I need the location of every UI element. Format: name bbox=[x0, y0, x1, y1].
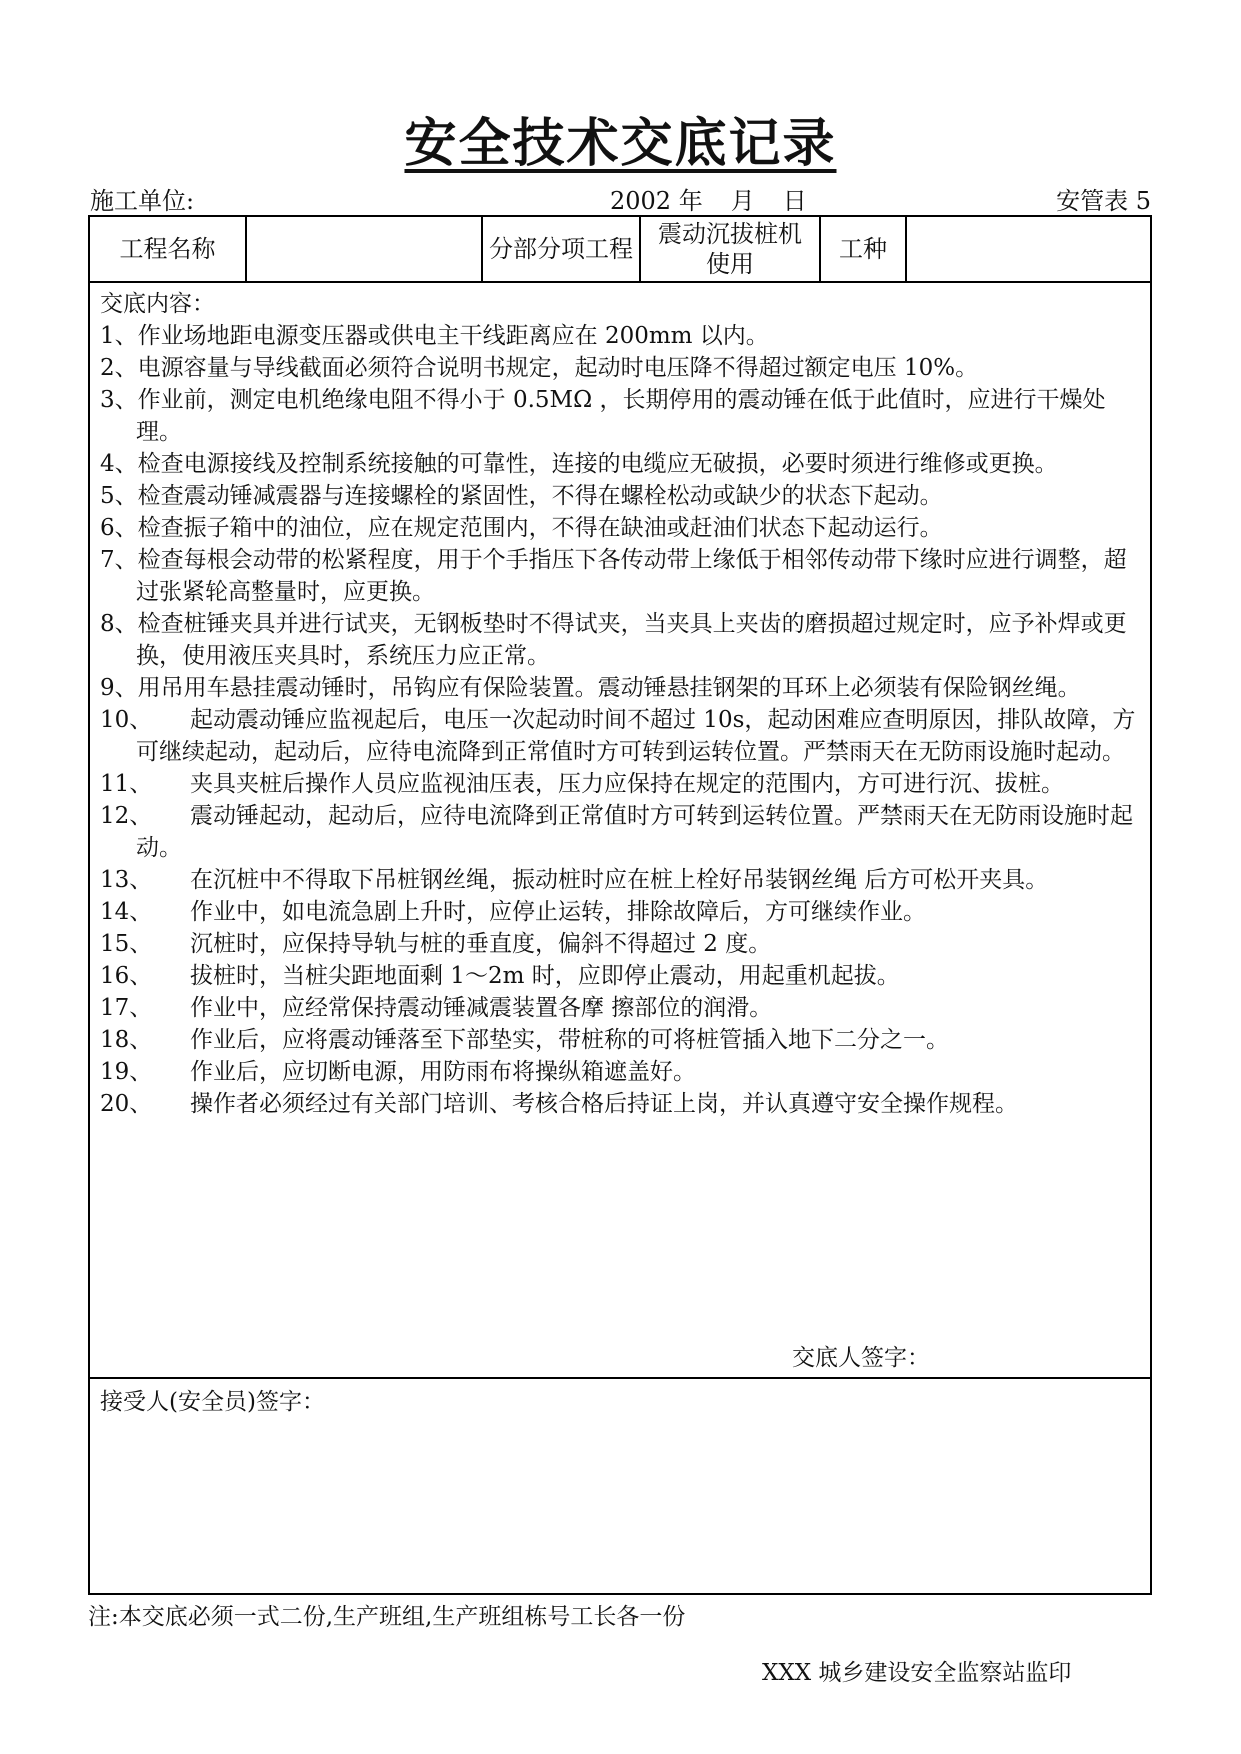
item-text: 作业中，应经常保持震动锤减震装置各摩 擦部位的润滑。 bbox=[190, 995, 773, 1021]
item-number: 9、 bbox=[100, 675, 138, 701]
disclosure-item bbox=[100, 320, 1140, 352]
disclosure-item bbox=[100, 352, 1140, 384]
construction-unit-label: 施工单位: bbox=[90, 187, 195, 215]
item-number: 11、 bbox=[100, 771, 153, 797]
item-text: 作业场地距电源变压器或供电主干线距离应在 200mm 以内。 bbox=[137, 323, 769, 349]
item-text: 作业后，应将震动锤落至下部垫实，带桩称的可将桩管插入地下二分之一。 bbox=[190, 1027, 949, 1053]
disclosure-item bbox=[100, 864, 1140, 896]
content-label: 交底内容： bbox=[100, 291, 215, 317]
discloser-signature-label: 交底人签字： bbox=[792, 1345, 930, 1371]
item-text: 操作者必须经过有关部门培训、考核合格后持证上岗，并认真遵守安全操作规程。 bbox=[190, 1091, 1018, 1117]
date-day: 日 bbox=[782, 187, 807, 215]
item-number: 18、 bbox=[100, 1027, 153, 1053]
date-month: 月 bbox=[730, 187, 755, 215]
item-number: 7、 bbox=[100, 547, 138, 573]
disclosure-item bbox=[100, 768, 1140, 800]
item-text: 作业中，如电流急剧上升时，应停止运转，排除故障后，方可继续作业。 bbox=[190, 899, 926, 925]
item-number: 16、 bbox=[100, 963, 153, 989]
item-number: 2、 bbox=[100, 355, 138, 381]
item-number: 12、 bbox=[100, 803, 153, 829]
document-title: 安全技术交底记录 bbox=[404, 113, 837, 174]
disclosure-item bbox=[100, 992, 1140, 1024]
item-text: 用吊用车悬挂震动锤时，吊钩应有保险装置。震动锤悬挂钢架的耳环上必须装有保险钢丝绳。 bbox=[137, 675, 1081, 701]
form-header-row bbox=[90, 217, 1150, 283]
item-text: 夹具夹桩后操作人员应监视油压表，压力应保持在规定的范围内，方可进行沉、拔桩。 bbox=[190, 771, 1064, 797]
project-name-value[interactable] bbox=[247, 217, 483, 281]
disclosure-items bbox=[100, 320, 1140, 1120]
disclosure-item bbox=[100, 928, 1140, 960]
item-text: 检查每根会动带的松紧程度，用于个手指压下各传动带上缘低于相邻传动带下缘时应进行调整，超过张紧轮高整量时，应更换。 bbox=[136, 547, 1127, 605]
date-year: 2002 年 bbox=[610, 187, 703, 215]
item-text: 检查电源接线及控制系统接触的可靠性，连接的电缆应无破损，必要时须进行维修或更换。 bbox=[137, 451, 1058, 477]
item-text: 作业前，测定电机绝缘电阻不得小于 0.5MΩ ，长期停用的震动锤在低于此值时，应进行干燥处理。 bbox=[136, 387, 1106, 445]
item-text: 起动震动锤应监视起后，电压一次起动时间不超过 10s，起动困难应查明原因，排队故障，方可继续起动，起动后，应待电流降到正常值时方可转到运转位置。严禁雨天在无防雨设施时起动。 bbox=[136, 707, 1136, 765]
disclosure-form bbox=[88, 215, 1152, 1595]
disclosure-item bbox=[100, 480, 1140, 512]
trade-label: 工种 bbox=[821, 217, 907, 281]
item-number: 13、 bbox=[100, 867, 153, 893]
item-text: 电源容量与导线截面必须符合说明书规定，起动时电压降不得超过额定电压 10%。 bbox=[137, 355, 979, 381]
date-line bbox=[610, 186, 807, 216]
subproject-value: 震动沉拔桩机使用 bbox=[641, 217, 821, 281]
item-text: 检查振子箱中的油位，应在规定范围内，不得在缺油或赶油们状态下起动运行。 bbox=[137, 515, 943, 541]
disclosure-item bbox=[100, 960, 1140, 992]
disclosure-item bbox=[100, 1088, 1140, 1120]
item-text: 震动锤起动，起动后，应待电流降到正常值时方可转到运转位置。严禁雨天在无防雨设施时起动。 bbox=[136, 803, 1133, 861]
item-text: 检查桩锤夹具并进行试夹，无钢板垫时不得试夹，当夹具上夹齿的磨损超过规定时，应予补焊或更换，使用液压夹具时，系统压力应正常。 bbox=[136, 611, 1127, 669]
item-number: 6、 bbox=[100, 515, 138, 541]
item-number: 3、 bbox=[100, 387, 138, 413]
disclosure-item bbox=[100, 672, 1140, 704]
disclosure-item bbox=[100, 512, 1140, 544]
disclosure-item bbox=[100, 384, 1140, 448]
footer-note: 注:本交底必须一式二份,生产班组,生产班组栋号工长各一份 bbox=[88, 1604, 686, 1630]
disclosure-item bbox=[100, 800, 1140, 864]
item-text: 检查震动锤减震器与连接螺栓的紧固性，不得在螺栓松动或缺少的状态下起动。 bbox=[137, 483, 943, 509]
receiver-signature-label: 接受人(安全员)签字： bbox=[100, 1389, 325, 1415]
disclosure-content bbox=[90, 283, 1150, 1379]
disclosure-item bbox=[100, 448, 1140, 480]
disclosure-item bbox=[100, 1056, 1140, 1088]
item-text: 沉桩时，应保持导轨与桩的垂直度，偏斜不得超过 2 度。 bbox=[190, 931, 772, 957]
item-text: 在沉桩中不得取下吊桩钢丝绳，振动桩时应在桩上栓好吊装钢丝绳 后方可松开夹具。 bbox=[190, 867, 1049, 893]
item-number: 1、 bbox=[100, 323, 138, 349]
disclosure-item bbox=[100, 704, 1140, 768]
form-number: 安管表 5 bbox=[1056, 187, 1151, 215]
item-number: 14、 bbox=[100, 899, 153, 925]
item-number: 4、 bbox=[100, 451, 138, 477]
item-number: 20、 bbox=[100, 1091, 153, 1117]
disclosure-item bbox=[100, 608, 1140, 672]
subproject-label: 分部分项工程 bbox=[483, 217, 641, 281]
item-number: 17、 bbox=[100, 995, 153, 1021]
disclosure-item bbox=[100, 1024, 1140, 1056]
item-number: 19、 bbox=[100, 1059, 153, 1085]
project-name-label: 工程名称 bbox=[90, 217, 247, 281]
item-text: 作业后，应切断电源，用防雨布将操纵箱遮盖好。 bbox=[190, 1059, 696, 1085]
supervision-stamp-text: XXX 城乡建设安全监察站监印 bbox=[762, 1660, 1072, 1686]
item-text: 拔桩时，当桩尖距地面剩 1～2m 时，应即停止震动，用起重机起拔。 bbox=[190, 963, 900, 989]
disclosure-item bbox=[100, 896, 1140, 928]
item-number: 10、 bbox=[100, 707, 153, 733]
item-number: 15、 bbox=[100, 931, 153, 957]
item-number: 8、 bbox=[100, 611, 138, 637]
trade-value[interactable] bbox=[907, 217, 1150, 281]
item-number: 5、 bbox=[100, 483, 138, 509]
disclosure-item bbox=[100, 544, 1140, 608]
